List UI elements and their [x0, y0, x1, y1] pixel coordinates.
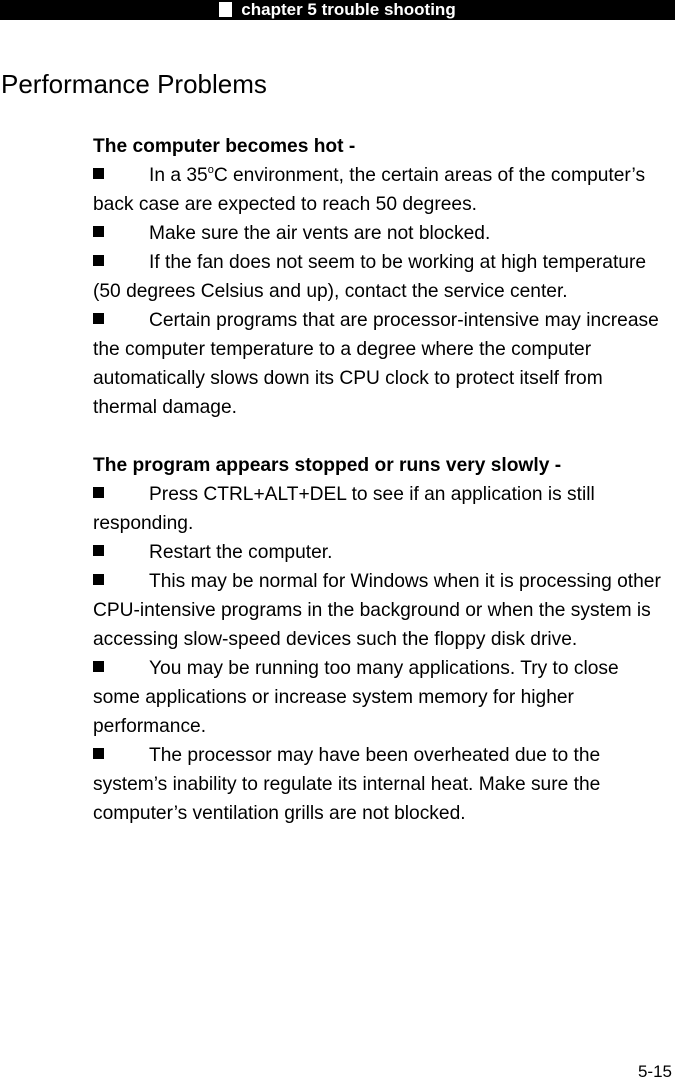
square-bullet-icon	[93, 226, 104, 237]
list-item: Press CTRL+ALT+DEL to see if an application is still responding.	[93, 484, 595, 534]
document-body	[93, 132, 668, 828]
square-bullet-icon	[93, 661, 104, 672]
list-item: Make sure the air vents are not blocked.	[93, 219, 668, 248]
list-item: The processor may have been overheated due to the system’s inability to regulate its internal heat. Make sure the computer’s ventilation grills are not blocked.	[93, 745, 601, 824]
spacer	[93, 422, 668, 451]
list-item: You may be running too many applications. Try to close some applications or increase system memory for higher performance.	[93, 658, 619, 737]
list-item: This may be normal for Windows when it is processing other CPU-intensive programs in the background or when the system is accessing slow-speed devices such the floppy disk drive.	[93, 571, 661, 650]
white-square-icon	[219, 2, 232, 17]
square-bullet-icon	[93, 168, 104, 179]
list-item: Restart the computer.	[93, 538, 668, 567]
square-bullet-icon	[93, 748, 104, 759]
square-bullet-icon	[93, 313, 104, 324]
section-heading-hot: The computer becomes hot -	[93, 136, 356, 157]
square-bullet-icon	[93, 574, 104, 585]
chapter-title: chapter 5 trouble shooting	[241, 0, 456, 19]
square-bullet-icon	[93, 487, 104, 498]
square-bullet-icon	[93, 255, 104, 266]
section-heading-slow: The program appears stopped or runs very slowly -	[93, 455, 562, 476]
page-title: Performance Problems	[1, 69, 267, 99]
list-item: If the fan does not seem to be working at high temperature (50 degrees Celsius and up), contact the service center.	[93, 252, 647, 302]
list-item: Certain programs that are processor-intensive may increase the computer temperature to a degree where the computer automatically slows down its CPU clock to protect itself from thermal damage.	[93, 310, 659, 418]
square-bullet-icon	[93, 545, 104, 556]
list-item: In a 35$^o$C environment, the certain areas of the computer’s back case are expected to reach 50 degrees.	[93, 164, 646, 215]
chapter-header	[0, 0, 675, 20]
page-number: 5-15	[637, 1062, 672, 1081]
